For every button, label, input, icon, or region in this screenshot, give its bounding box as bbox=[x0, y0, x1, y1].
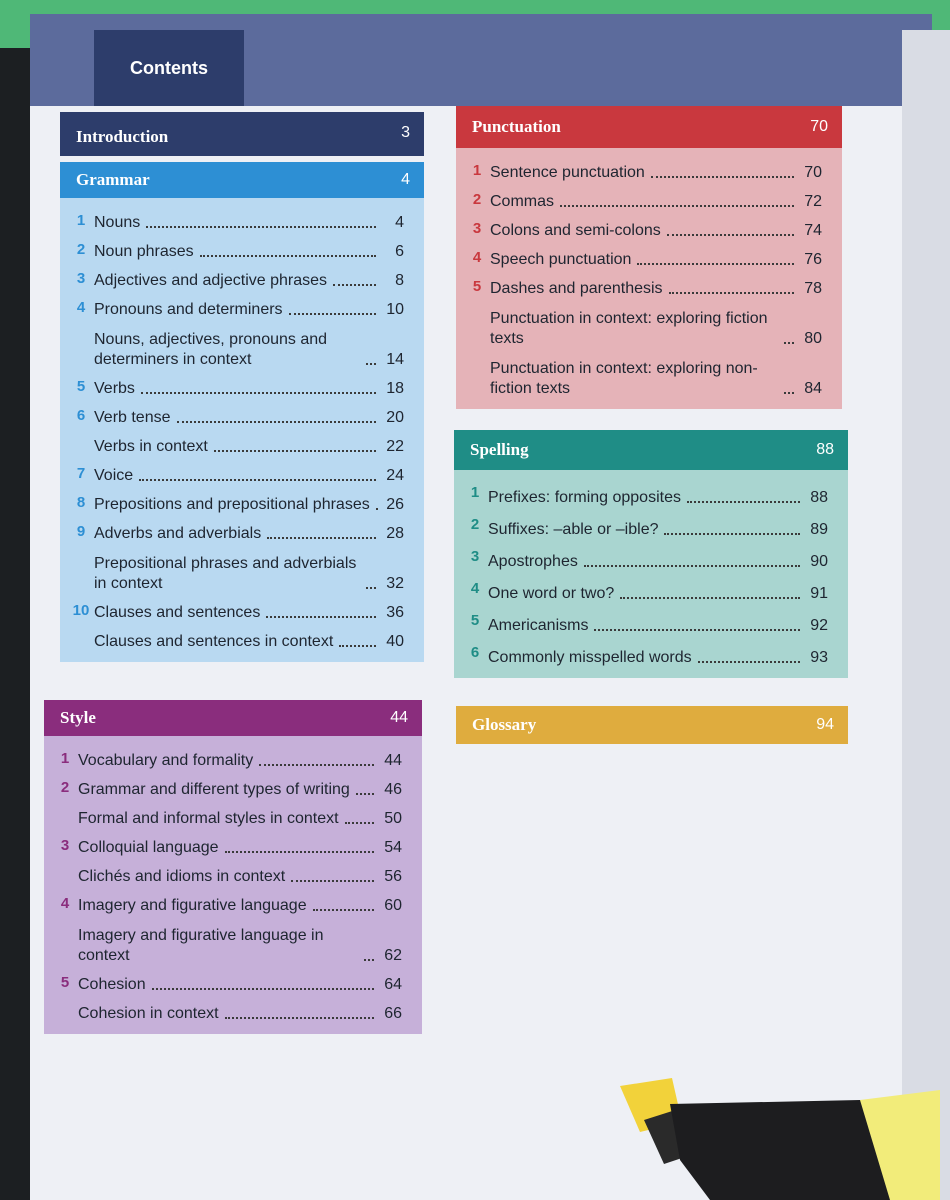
dot-leader bbox=[146, 226, 376, 228]
entry-number: 5 bbox=[472, 278, 482, 295]
toc-entry[interactable] bbox=[60, 594, 424, 623]
entry-page-number: 36 bbox=[386, 604, 404, 621]
toc-entry[interactable] bbox=[44, 995, 422, 1024]
dot-leader bbox=[266, 616, 376, 618]
entry-title: Imagery and figurative language bbox=[78, 897, 307, 914]
entry-title: Clauses and sentences bbox=[94, 604, 261, 621]
entry-title: Colons and semi-colons bbox=[490, 222, 661, 239]
entry-title: Imagery and figurative language in context bbox=[78, 927, 324, 964]
entry-page-number: 24 bbox=[386, 467, 404, 484]
entry-text bbox=[488, 488, 804, 508]
section-introduction bbox=[60, 112, 424, 156]
toc-entry[interactable] bbox=[456, 349, 842, 399]
entry-number: 9 bbox=[76, 523, 86, 540]
toc-entry[interactable] bbox=[60, 428, 424, 457]
entry-text bbox=[78, 780, 378, 800]
entry-page-number: 78 bbox=[804, 280, 822, 297]
entry-text bbox=[490, 359, 798, 399]
toc-entry[interactable] bbox=[60, 370, 424, 399]
dot-leader bbox=[687, 501, 800, 503]
entry-title: Verbs bbox=[94, 380, 135, 397]
entry-number: 4 bbox=[60, 895, 70, 912]
toc-entry[interactable] bbox=[60, 204, 424, 233]
entry-text bbox=[94, 524, 380, 544]
entry-number bbox=[68, 544, 94, 552]
toc-entry[interactable] bbox=[44, 887, 422, 916]
entry-number: 7 bbox=[76, 465, 86, 482]
dot-leader bbox=[560, 205, 794, 207]
entry-page-number: 84 bbox=[804, 380, 822, 397]
entry-page-number: 90 bbox=[810, 553, 828, 570]
dot-leader bbox=[200, 255, 376, 257]
entry-title: Verb tense bbox=[94, 409, 171, 426]
contents-tab bbox=[94, 30, 244, 106]
entry-number bbox=[68, 623, 94, 631]
page-title: Contents bbox=[130, 58, 208, 78]
entry-text bbox=[490, 250, 798, 270]
entry-title: Suffixes: –able or –ible? bbox=[488, 521, 659, 538]
entry-title: Voice bbox=[94, 467, 134, 484]
section-page-number: 70 bbox=[810, 118, 828, 135]
section-page-number: 94 bbox=[816, 716, 834, 733]
entry-title: Speech punctuation bbox=[490, 251, 632, 268]
dot-leader bbox=[366, 363, 376, 365]
dot-leader bbox=[214, 450, 376, 452]
entry-number: 8 bbox=[76, 494, 86, 511]
toc-entry[interactable] bbox=[456, 154, 842, 183]
section-title: Punctuation bbox=[472, 117, 561, 136]
entry-number: 5 bbox=[470, 612, 480, 629]
entry-number: 1 bbox=[470, 484, 480, 501]
dot-leader bbox=[339, 645, 376, 647]
entry-text bbox=[94, 495, 380, 515]
page-edge bbox=[902, 30, 950, 1200]
dot-leader bbox=[139, 479, 376, 481]
section-glossary bbox=[456, 706, 848, 744]
entry-number: 10 bbox=[72, 602, 90, 619]
entry-number: 3 bbox=[472, 220, 482, 237]
entry-text bbox=[78, 867, 378, 887]
toc-entry[interactable] bbox=[44, 829, 422, 858]
entry-text bbox=[488, 552, 804, 572]
section-punctuation bbox=[456, 106, 842, 409]
entry-title: Cohesion bbox=[78, 976, 146, 993]
entry-number: 3 bbox=[470, 548, 480, 565]
entry-number: 2 bbox=[472, 191, 482, 208]
section-title: Style bbox=[60, 708, 96, 727]
dot-leader bbox=[620, 597, 800, 599]
section-header-glossary[interactable] bbox=[456, 706, 848, 744]
entry-number: 1 bbox=[60, 750, 70, 767]
entry-page-number: 74 bbox=[804, 222, 822, 239]
entry-text bbox=[94, 632, 380, 652]
entry-text bbox=[488, 616, 804, 636]
entry-text bbox=[78, 896, 378, 916]
entry-number bbox=[68, 320, 94, 328]
entry-title: Commonly misspelled words bbox=[488, 649, 692, 666]
entry-text bbox=[94, 300, 380, 320]
entry-page-number: 44 bbox=[384, 752, 402, 769]
entry-title: Clauses and sentences in context bbox=[94, 633, 334, 650]
entry-text bbox=[94, 408, 380, 428]
entry-title: Clichés and idioms in context bbox=[78, 868, 286, 885]
entry-page-number: 91 bbox=[810, 585, 828, 602]
entry-page-number: 88 bbox=[810, 489, 828, 506]
entry-title: Sentence punctuation bbox=[490, 164, 645, 181]
entry-text bbox=[94, 213, 380, 233]
entry-text bbox=[94, 242, 380, 262]
toc-entry[interactable] bbox=[60, 457, 424, 486]
dot-leader bbox=[667, 234, 794, 236]
entry-title: Grammar and different types of writing bbox=[78, 781, 350, 798]
section-spelling bbox=[454, 430, 848, 678]
dot-leader bbox=[225, 1017, 374, 1019]
entry-page-number: 6 bbox=[395, 243, 404, 260]
toc-entry[interactable] bbox=[454, 540, 848, 572]
section-entries bbox=[44, 736, 422, 1034]
entry-page-number: 76 bbox=[804, 251, 822, 268]
entry-title: Prepositional phrases and adverbials in context bbox=[94, 555, 357, 592]
entry-title: Punctuation in context: exploring fiction texts bbox=[490, 310, 768, 347]
entry-page-number: 66 bbox=[384, 1005, 402, 1022]
entry-title: One word or two? bbox=[488, 585, 615, 602]
entry-text bbox=[488, 584, 804, 604]
entry-title: Apostrophes bbox=[488, 553, 578, 570]
dot-leader bbox=[259, 764, 374, 766]
section-grammar bbox=[60, 162, 424, 662]
page-header bbox=[30, 14, 932, 106]
entry-title: Cohesion in context bbox=[78, 1005, 219, 1022]
entry-text bbox=[94, 379, 380, 399]
toc-entry[interactable] bbox=[454, 508, 848, 540]
entry-number: 1 bbox=[472, 162, 482, 179]
dot-leader bbox=[784, 342, 794, 344]
entry-page-number: 60 bbox=[384, 897, 402, 914]
entry-number bbox=[464, 299, 490, 307]
entry-title: Nouns, adjectives, pronouns and determiners in context bbox=[94, 331, 328, 368]
dot-leader bbox=[289, 313, 376, 315]
toc-entry[interactable] bbox=[456, 183, 842, 212]
entry-page-number: 62 bbox=[384, 947, 402, 964]
entry-title: Commas bbox=[490, 193, 555, 210]
section-page-number: 44 bbox=[390, 709, 408, 726]
entry-text bbox=[490, 221, 798, 241]
dot-leader bbox=[141, 392, 376, 394]
dot-leader bbox=[664, 533, 800, 535]
entry-title: Formal and informal styles in context bbox=[78, 810, 339, 827]
dot-leader bbox=[225, 851, 374, 853]
toc-entry[interactable] bbox=[60, 399, 424, 428]
entry-title: Pronouns and determiners bbox=[94, 301, 283, 318]
entry-page-number: 40 bbox=[386, 633, 404, 650]
toc-entry[interactable] bbox=[60, 486, 424, 515]
entry-number: 4 bbox=[470, 580, 480, 597]
entry-text bbox=[488, 648, 804, 668]
entry-page-number: 92 bbox=[810, 617, 828, 634]
entry-page-number: 93 bbox=[810, 649, 828, 666]
toc-entry[interactable] bbox=[44, 800, 422, 829]
dot-leader bbox=[267, 537, 376, 539]
entry-number: 2 bbox=[60, 779, 70, 796]
dot-leader bbox=[669, 292, 794, 294]
toc-entry[interactable] bbox=[44, 916, 422, 966]
entry-page-number: 28 bbox=[386, 525, 404, 542]
entry-page-number: 18 bbox=[386, 380, 404, 397]
entry-page-number: 32 bbox=[386, 575, 404, 592]
entry-number: 4 bbox=[472, 249, 482, 266]
toc-entry[interactable] bbox=[60, 623, 424, 652]
dot-leader bbox=[637, 263, 794, 265]
dot-leader bbox=[177, 421, 377, 423]
section-header-style[interactable] bbox=[44, 700, 422, 736]
toc-entry[interactable] bbox=[456, 241, 842, 270]
entry-text bbox=[78, 751, 378, 771]
dot-leader bbox=[364, 959, 374, 961]
entry-text bbox=[94, 271, 380, 291]
entry-text bbox=[78, 809, 378, 829]
entry-text bbox=[78, 926, 378, 966]
entry-text bbox=[78, 975, 378, 995]
dot-leader bbox=[152, 988, 374, 990]
entry-text bbox=[490, 192, 798, 212]
dot-leader bbox=[698, 661, 800, 663]
entry-page-number: 54 bbox=[384, 839, 402, 856]
dot-leader bbox=[584, 565, 800, 567]
entry-title: Prefixes: forming opposites bbox=[488, 489, 681, 506]
entry-title: Dashes and parenthesis bbox=[490, 280, 663, 297]
entry-page-number: 89 bbox=[810, 521, 828, 538]
entry-number bbox=[68, 428, 94, 436]
entry-title: Americanisms bbox=[488, 617, 589, 634]
entry-text bbox=[94, 603, 380, 623]
entry-text bbox=[488, 520, 804, 540]
dot-leader bbox=[356, 793, 374, 795]
section-title: Grammar bbox=[76, 170, 150, 189]
entry-page-number: 46 bbox=[384, 781, 402, 798]
toc-entry[interactable] bbox=[60, 291, 424, 320]
entry-page-number: 56 bbox=[384, 868, 402, 885]
toc-entry[interactable] bbox=[456, 270, 842, 299]
entry-page-number: 10 bbox=[386, 301, 404, 318]
dot-leader bbox=[366, 587, 376, 589]
entry-number bbox=[52, 995, 78, 1003]
entry-text bbox=[490, 279, 798, 299]
entry-title: Adjectives and adjective phrases bbox=[94, 272, 328, 289]
entry-text bbox=[94, 330, 380, 370]
entry-number bbox=[52, 916, 78, 924]
section-entries bbox=[454, 470, 848, 678]
entry-number: 2 bbox=[76, 241, 86, 258]
entry-number: 6 bbox=[76, 407, 86, 424]
entry-number: 5 bbox=[60, 974, 70, 991]
dot-leader bbox=[313, 909, 374, 911]
section-header-grammar[interactable] bbox=[60, 162, 424, 198]
entry-number bbox=[464, 349, 490, 357]
section-title: Spelling bbox=[470, 440, 529, 459]
entry-title: Noun phrases bbox=[94, 243, 194, 260]
entry-title: Nouns bbox=[94, 214, 141, 231]
toc-entry[interactable] bbox=[44, 858, 422, 887]
entry-page-number: 72 bbox=[804, 193, 822, 210]
entry-number: 3 bbox=[76, 270, 86, 287]
entry-page-number: 50 bbox=[384, 810, 402, 827]
entry-page-number: 20 bbox=[386, 409, 404, 426]
entry-number: 2 bbox=[470, 516, 480, 533]
section-page-number: 88 bbox=[816, 441, 834, 458]
entry-text bbox=[94, 554, 380, 594]
entry-page-number: 64 bbox=[384, 976, 402, 993]
highlighter-pen-icon bbox=[560, 1060, 940, 1200]
toc-entry[interactable] bbox=[44, 966, 422, 995]
entry-number: 5 bbox=[76, 378, 86, 395]
entry-title: Adverbs and adverbials bbox=[94, 525, 262, 542]
toc-entry[interactable] bbox=[454, 476, 848, 508]
entry-page-number: 80 bbox=[804, 330, 822, 347]
section-style bbox=[44, 700, 422, 1034]
section-title: Introduction bbox=[76, 127, 169, 146]
entry-text bbox=[94, 466, 380, 486]
dot-leader bbox=[345, 822, 374, 824]
toc-entry[interactable] bbox=[60, 544, 424, 594]
entry-number: 3 bbox=[60, 837, 70, 854]
section-page-number: 4 bbox=[401, 171, 410, 188]
dot-leader bbox=[291, 880, 374, 882]
section-title: Glossary bbox=[472, 715, 537, 734]
toc-entry[interactable] bbox=[44, 771, 422, 800]
entry-page-number: 22 bbox=[386, 438, 404, 455]
entry-page-number: 4 bbox=[395, 214, 404, 231]
entry-number: 6 bbox=[470, 644, 480, 661]
entry-page-number: 26 bbox=[386, 496, 404, 513]
entry-number: 4 bbox=[76, 299, 86, 316]
entry-title: Verbs in context bbox=[94, 438, 208, 455]
entry-text bbox=[490, 309, 798, 349]
toc-entry[interactable] bbox=[60, 262, 424, 291]
entry-page-number: 70 bbox=[804, 164, 822, 181]
toc-entry[interactable] bbox=[456, 212, 842, 241]
entry-text bbox=[490, 163, 798, 183]
entry-number: 1 bbox=[76, 212, 86, 229]
dot-leader bbox=[784, 392, 794, 394]
entry-title: Prepositions and prepositional phrases bbox=[94, 496, 370, 513]
section-entries bbox=[456, 148, 842, 409]
entry-text bbox=[94, 437, 380, 457]
toc-entry[interactable] bbox=[454, 636, 848, 668]
section-page-number: 3 bbox=[401, 124, 410, 141]
toc-entry[interactable] bbox=[60, 233, 424, 262]
toc-entry[interactable] bbox=[456, 299, 842, 349]
section-entries bbox=[60, 198, 424, 662]
entry-title: Punctuation in context: exploring non-fiction texts bbox=[490, 360, 758, 397]
section-header-introduction[interactable] bbox=[60, 112, 424, 156]
entry-text bbox=[78, 1004, 378, 1024]
section-header-spelling[interactable] bbox=[454, 430, 848, 470]
entry-page-number: 14 bbox=[386, 351, 404, 368]
entry-number bbox=[52, 858, 78, 866]
dot-leader bbox=[594, 629, 800, 631]
entry-page-number: 8 bbox=[395, 272, 404, 289]
toc-entry[interactable] bbox=[454, 604, 848, 636]
entry-text bbox=[78, 838, 378, 858]
entry-title: Vocabulary and formality bbox=[78, 752, 254, 769]
entry-number bbox=[52, 800, 78, 808]
toc-entry[interactable] bbox=[44, 742, 422, 771]
toc-entry[interactable] bbox=[60, 515, 424, 544]
entry-title: Colloquial language bbox=[78, 839, 219, 856]
toc-entry[interactable] bbox=[60, 320, 424, 370]
section-header-punctuation[interactable] bbox=[456, 106, 842, 148]
dot-leader bbox=[651, 176, 794, 178]
dot-leader bbox=[333, 284, 376, 286]
toc-entry[interactable] bbox=[454, 572, 848, 604]
